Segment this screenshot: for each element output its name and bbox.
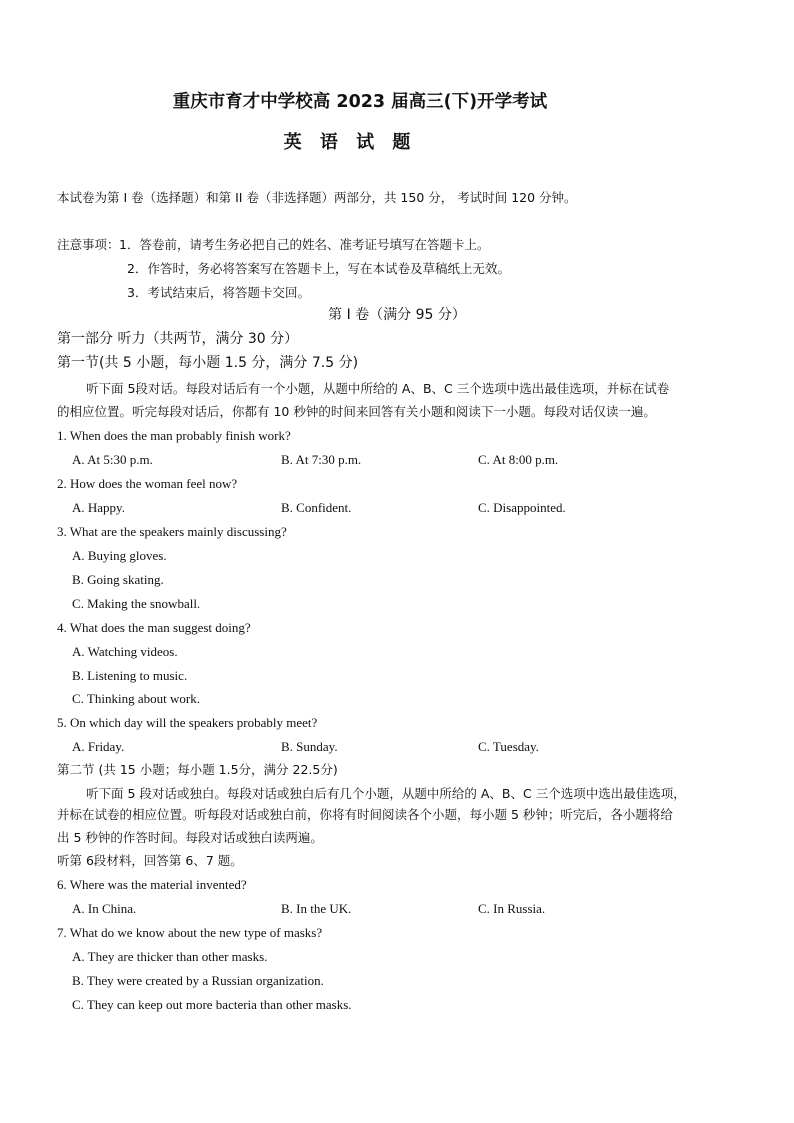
- section2-instructions: 并标在试卷的相应位置。听每段对话或独白前，你将有时间阅读各个小题，每小题 5 秒钟；听完后，各小题将给: [57, 807, 673, 822]
- section2-heading: 第二节 (共 15 小题；每小题 1.5分，满分 22.5分): [57, 762, 338, 777]
- section2-instructions: 听下面 5 段对话或独白。每段对话或独白后有几个小题，从题中所给的 A、B、C 三个选项中选出最佳选项，: [86, 786, 686, 801]
- option-a: A. At 5:30 p.m.: [72, 452, 153, 467]
- question-stem: 5. On which day will the speakers probably meet?: [57, 715, 318, 730]
- option-c: C. Tuesday.: [478, 739, 539, 754]
- option-c: C. In Russia.: [478, 901, 546, 916]
- option-b: B. Listening to music.: [72, 668, 188, 683]
- section1-instructions: 的相应位置。听完每段对话后，你都有 10 秒钟的时间来回答有关小题和阅读下一小题。每段对话仅读一遍。: [57, 404, 656, 419]
- option-c: C. At 8:00 p.m.: [478, 452, 559, 467]
- note-item: 2．作答时，务必将答案写在答题卡上，写在本试卷及草稿纸上无效。: [127, 261, 510, 276]
- part1-heading: 第一部分 听力（共两节，满分 30 分）: [57, 331, 299, 347]
- question-stem: 2. How does the woman feel now?: [57, 476, 238, 491]
- question-stem: 3. What are the speakers mainly discussing?: [57, 524, 287, 539]
- note-item: 1．答卷前，请考生务必把自己的姓名、准考证号填写在答题卡上。: [119, 237, 490, 252]
- option-a: A. They are thicker than other masks.: [72, 949, 268, 964]
- option-c: C. They can keep out more bacteria than other masks.: [72, 997, 352, 1012]
- option-b: B. At 7:30 p.m.: [281, 452, 362, 467]
- note-item: 3．考试结束后，将答题卡交回。: [127, 285, 310, 300]
- option-b: B. In the UK.: [281, 901, 352, 916]
- volume-title: 第 I 卷（满分 95 分）: [328, 307, 466, 323]
- option-a: A. In China.: [72, 901, 137, 916]
- option-a: A. Friday.: [72, 739, 125, 754]
- question-stem: 6. Where was the material invented?: [57, 877, 247, 892]
- section1-heading: 第一节(共 5 小题，每小题 1.5 分，满分 7.5 分): [57, 355, 359, 371]
- option-c: C. Disappointed.: [478, 500, 566, 515]
- section2-instructions: 出 5 秒钟的作答时间。每段对话或独白读两遍。: [57, 830, 323, 845]
- question-stem: 1. When does the man probably finish work?: [57, 428, 291, 443]
- question-stem: 7. What do we know about the new type of masks?: [57, 925, 323, 940]
- question-stem: 4. What does the man suggest doing?: [57, 620, 251, 635]
- material-note: 听第 6段材料，回答第 6、7 题。: [57, 853, 243, 868]
- section1-instructions: 听下面 5段对话。每段对话后有一个小题，从题中所给的 A、B、C 三个选项中选出最佳选项，并标在试卷: [86, 381, 670, 396]
- option-a: A. Happy.: [72, 500, 125, 515]
- option-b: B. They were created by a Russian organization.: [72, 973, 324, 988]
- option-a: A. Buying gloves.: [72, 548, 167, 563]
- exam-title: 重庆市育才中学校高 2023 届高三(下)开学考试: [172, 92, 548, 112]
- exam-subtitle: 英 语 试 题: [283, 132, 417, 153]
- option-b: B. Confident.: [281, 500, 352, 515]
- option-b: B. Going skating.: [72, 572, 164, 587]
- notes-label: 注意事项：: [57, 237, 120, 252]
- option-a: A. Watching videos.: [72, 644, 178, 659]
- option-c: C. Thinking about work.: [72, 691, 200, 706]
- option-b: B. Sunday.: [281, 739, 338, 754]
- intro-text: 本试卷为第 I 卷（选择题）和第 II 卷（非选择题）两部分，共 150 分， 考试时间 120 分钟。: [57, 190, 577, 205]
- option-c: C. Making the snowball.: [72, 596, 201, 611]
